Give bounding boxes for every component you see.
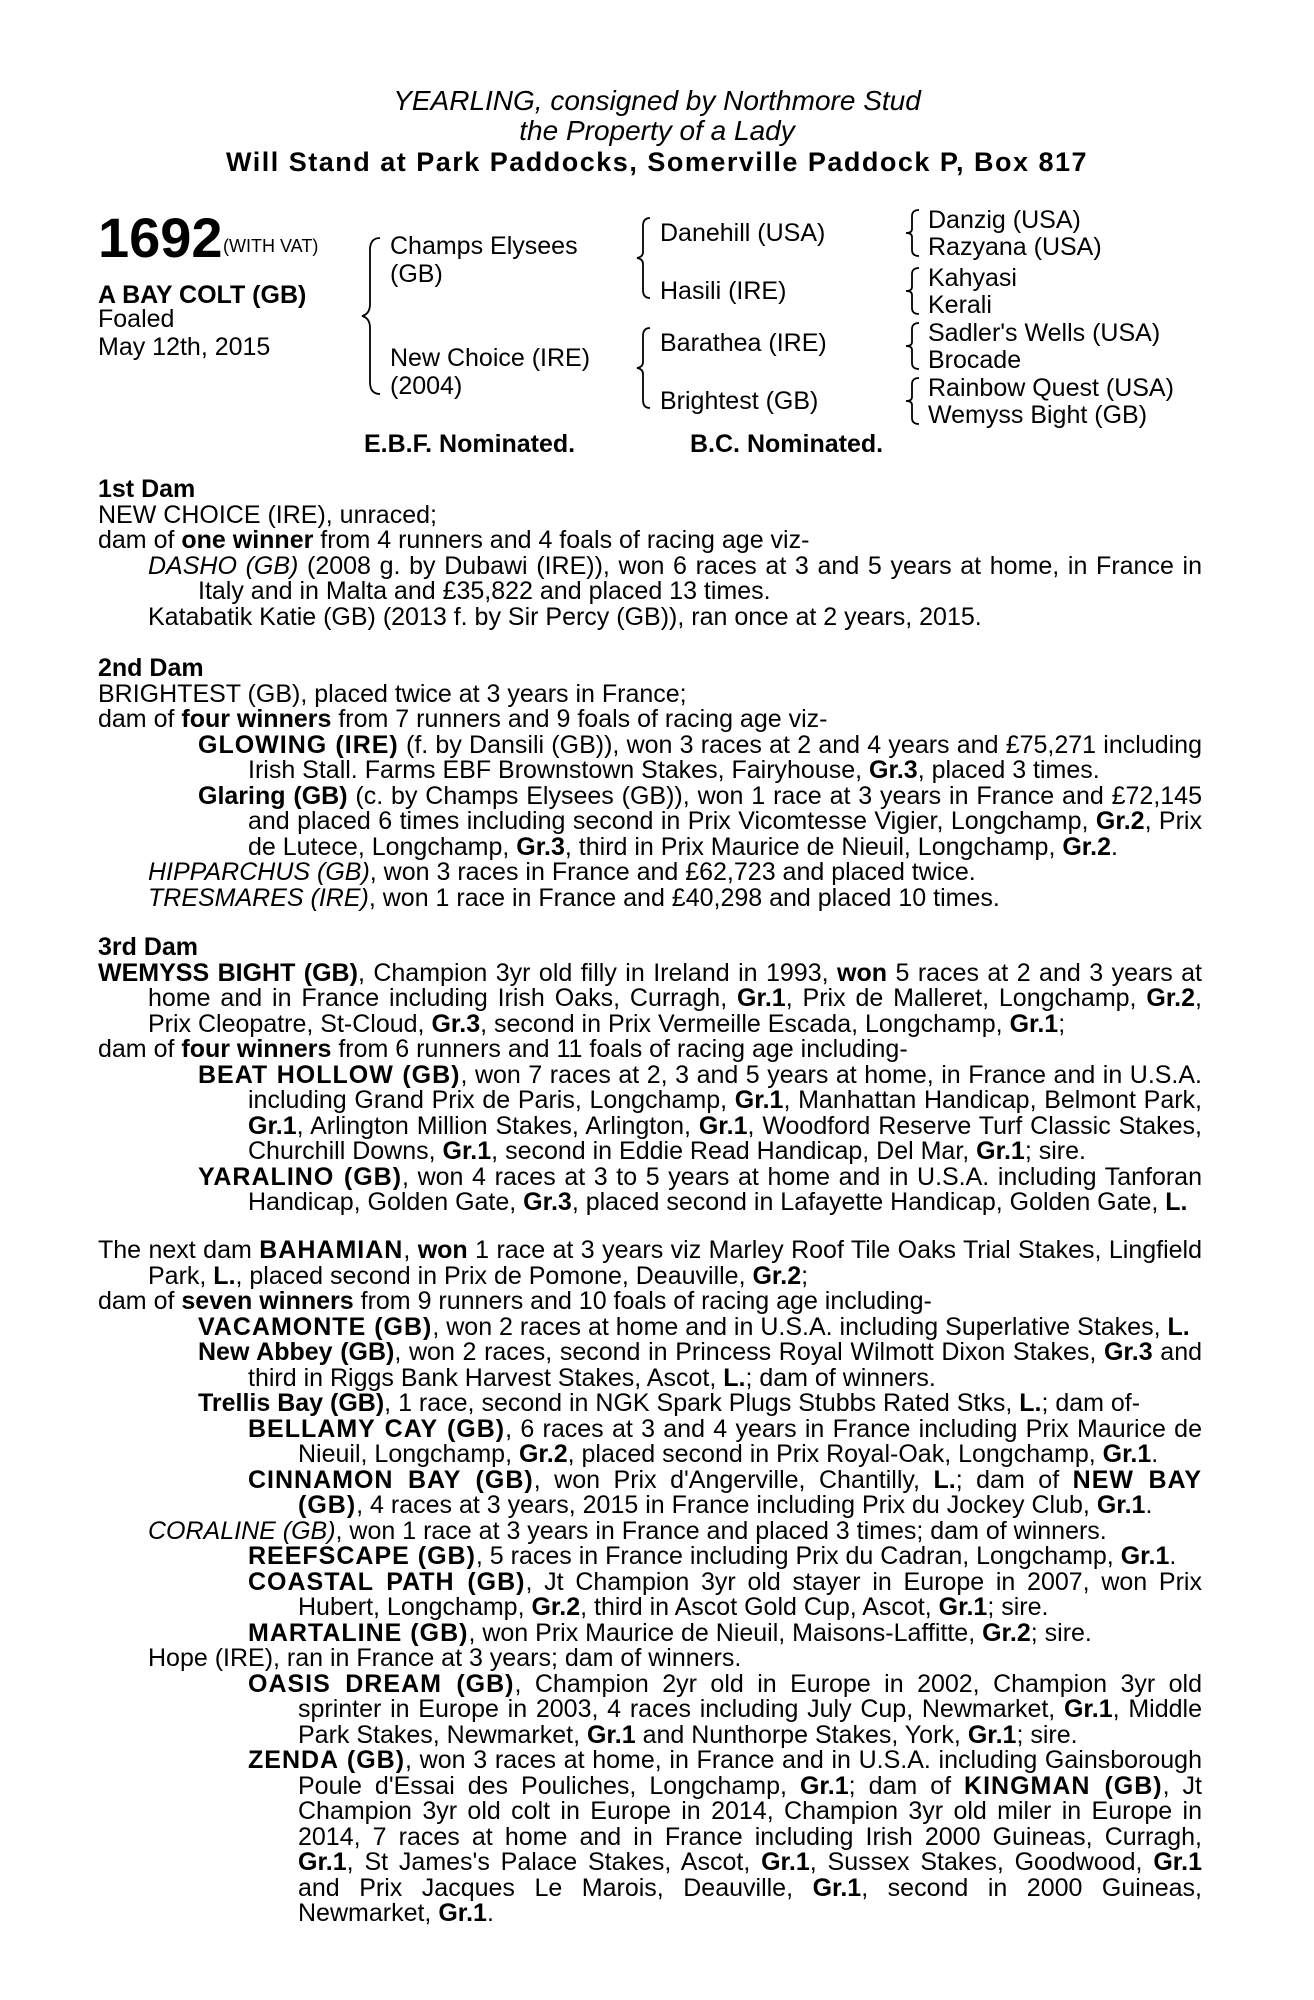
vat-note: (WITH VAT) [223,236,319,256]
progeny-hipparchus: HIPPARCHUS (GB), won 3 races in France and £62,723 and placed twice. [148,858,976,886]
gdam-wemyss-bight: Wemyss Bight (GB) [928,401,1148,429]
sire-origin: (GB) [390,260,443,288]
second-dam-record-line: dam of four winners from 7 runners and 9 foals of racing age viz- [98,705,828,733]
lot-title: A BAY COLT (GB) [98,281,307,309]
progeny-katabatik-katie: Katabatik Katie (GB) (2013 f. by Sir Percy (GB)), ran once at 2 years, 2015. [148,602,982,631]
dam-foaled: (2004) [390,372,463,400]
gsire-kahyasi: Kahyasi [928,264,1017,292]
progeny-hope: Hope (IRE), ran in France at 3 years; dam of winners. [148,1644,742,1672]
second-dam-name-line: BRIGHTEST (GB), placed twice at 3 years in France; [98,679,687,708]
progeny-beat-hollow: BEAT HOLLOW (GB), won 7 races at 2, 3 and 5 years at home, in France and in U.S.A. including Grand Prix de Paris, Longchamp, Gr.1, Manhattan Handicap, Belmont Park, Gr.1, Arlington Million Stakes, Arlington, Gr.1, Woodford Reserve Turf Classic Stakes, Churchill Downs, Gr.1, second in Eddie Read Handicap, Del Mar, Gr.1; sire. [198,1060,1203,1165]
next-dam-bahamian: The next dam BAHAMIAN, won 1 race at 3 years viz Marley Roof Tile Oaks Trial Stakes, Lingfield Park, L., placed second in Prix de Pomone, Deauville, Gr.2; [98,1236,1202,1290]
stabling-line: Will Stand at Park Paddocks, Somerville Paddock P, Box 817 [225,147,1089,177]
second-dam-heading: 2nd Dam [98,654,204,682]
pedigree-brace-main [360,236,384,396]
bc-nominated: B.C. Nominated. [690,430,884,458]
gdam-kerali: Kerali [928,291,992,319]
progeny-martaline: MARTALINE (GB), won Prix Maurice de Nieuil, Maisons-Laffitte, Gr.2; sire. [248,1618,1092,1647]
gsire-sadlers-wells: Sadler's Wells (USA) [928,319,1161,347]
next-dam-section [98,1238,1202,1927]
progeny-coraline: CORALINE (GB), won 1 race at 3 years in France and placed 3 times; dam of winners. [148,1516,1107,1545]
progeny-glaring: Glaring (GB) (c. by Champs Elysees (GB)), won 1 race at 3 years in France and £72,145 and placed 6 times including second in Prix Vicomtesse Vigier, Longchamp, Gr.2, Prix de Lutece, Longchamp, Gr.3, third in Prix Maurice de Nieuil, Longchamp, Gr.2. [198,781,1202,861]
dam-sire: Barathea (IRE) [660,329,827,357]
gsire-rainbow-quest: Rainbow Quest (USA) [928,374,1174,402]
gdam-razyana: Razyana (USA) [928,233,1102,261]
progeny-tresmares: TRESMARES (IRE), won 1 race in France and £40,298 and placed 10 times. [148,883,1000,912]
dam-dam: Brightest (GB) [660,387,819,415]
sire-name: Champs Elysees [390,232,578,260]
progeny-cinnamon-bay: CINNAMON BAY (GB), won Prix d'Angerville, Chantilly, L.; dam of NEW BAY (GB), 4 races at 3 years, 2015 in France including Prix du Jockey Club, Gr.1. [248,1465,1202,1519]
property-line: the Property of a Lady [519,115,795,146]
progeny-zenda: ZENDA (GB), won 3 races at home, in France and in U.S.A. including Gainsborough Poule d'Essai des Pouliches, Longchamp, Gr.1; dam of KINGMAN (GB), Jt Champion 3yr old colt in Europe in 2014, Champion 3yr old miler in Europe in 2014, 7 races at home and in France including Irish 2000 Guineas, Curragh, Gr.1, St James's Palace Stakes, Ascot, Gr.1, Sussex Stakes, Goodwood, Gr.1 and Prix Jacques Le Marois, Deauville, Gr.1, second in 2000 Guineas, Newmarket, Gr.1. [248,1746,1202,1927]
progeny-trellis-bay: Trellis Bay (GB), 1 race, second in NGK Spark Plugs Stubbs Rated Stks, L.; dam of- [198,1389,1141,1417]
first-dam-heading: 1st Dam [98,475,196,503]
next-dam-record-line: dam of seven winners from 9 runners and 10 foals of racing age including- [98,1287,932,1315]
progeny-dasho: DASHO (GB) (2008 g. by Dubawi (IRE)), won 6 races at 3 and 5 years at home, in France in Italy and in Malta and £35,822 and placed 13 times. [148,551,1202,605]
consignor-line: YEARLING, consigned by Northmore Stud [393,85,921,116]
foaled-label: Foaled [98,305,175,333]
sire-brace [634,216,654,300]
third-dam-wemyss-bight: WEMYSS BIGHT (GB), Champion 3yr old filly in Ireland in 1993, won 5 races at 2 and 3 years at home and in France including Irish Oaks, Curragh, Gr.1, Prix de Malleret, Longchamp, Gr.2, Prix Cleopatre, St-Cloud, Gr.3, second in Prix Vermeille Escada, Longchamp, Gr.1; [98,958,1202,1038]
first-dam-section [98,477,1202,630]
brace-barathea [904,321,922,371]
dam-brace [634,326,654,410]
brace-hasili [904,266,922,316]
gdam-brocade: Brocade [928,346,1022,374]
progeny-new-abbey: New Abbey (GB), won 2 races, second in Princess Royal Wilmott Dixon Stakes, Gr.3 and third in Riggs Bank Harvest Stakes, Ascot, L.; dam of winners. [198,1338,1203,1392]
progeny-reefscape: REEFSCAPE (GB), 5 races in France including Prix du Cadran, Longchamp, Gr.1. [248,1542,1177,1570]
sire-dam: Hasili (IRE) [660,277,787,305]
third-dam-section [98,935,1202,1216]
progeny-yaralino: YARALINO (GB), won 4 races at 3 to 5 years at home and in U.S.A. including Tanforan Handicap, Golden Gate, Gr.3, placed second in Lafayette Handicap, Golden Gate, L. [198,1162,1202,1216]
ebf-nominated: E.B.F. Nominated. [364,430,576,458]
progeny-oasis-dream: OASIS DREAM (GB), Champion 2yr old in Europe in 2002, Champion 3yr old sprinter in Europe in 2003, 4 races including July Cup, Newmarket, Gr.1, Middle Park Stakes, Newmarket, Gr.1 and Nunthorpe Stakes, York, Gr.1; sire. [248,1669,1202,1749]
progeny-glowing: GLOWING (IRE) (f. by Dansili (GB)), won 3 races at 2 and 4 years and £75,271 including Irish Stall. Farms EBF Brownstown Stakes, Fairyhouse, Gr.3, placed 3 times. [198,730,1202,784]
first-dam-record-line: dam of one winner from 4 runners and 4 foals of racing age viz- [98,526,810,554]
brace-danehill [904,208,922,258]
progeny-vacamonte: VACAMONTE (GB), won 2 races at home and in U.S.A. including Superlative Stakes, L. [198,1312,1190,1341]
progeny-coastal-path: COASTAL PATH (GB), Jt Champion 3yr old stayer in Europe in 2007, won Prix Hubert, Longchamp, Gr.2, third in Ascot Gold Cup, Ascot, Gr.1; sire. [248,1567,1202,1621]
brace-brightest [904,376,922,426]
third-dam-heading: 3rd Dam [98,933,199,961]
progeny-bellamy-cay: BELLAMY CAY (GB), 6 races at 3 and 4 years in France including Prix Maurice de Nieuil, Longchamp, Gr.2, placed second in Prix Royal-Oak, Longchamp, Gr.1. [248,1414,1202,1468]
dam-name: New Choice (IRE) [390,344,591,372]
lot-number: 1692 [98,206,223,269]
first-dam-name-line: NEW CHOICE (IRE), unraced; [98,500,437,529]
gsire-danzig: Danzig (USA) [928,206,1081,234]
third-dam-record-line: dam of four winners from 6 runners and 11 foals of racing age including- [98,1035,908,1063]
foaled-date: May 12th, 2015 [98,333,271,361]
sire-sire: Danehill (USA) [660,219,826,247]
second-dam-section [98,656,1202,911]
